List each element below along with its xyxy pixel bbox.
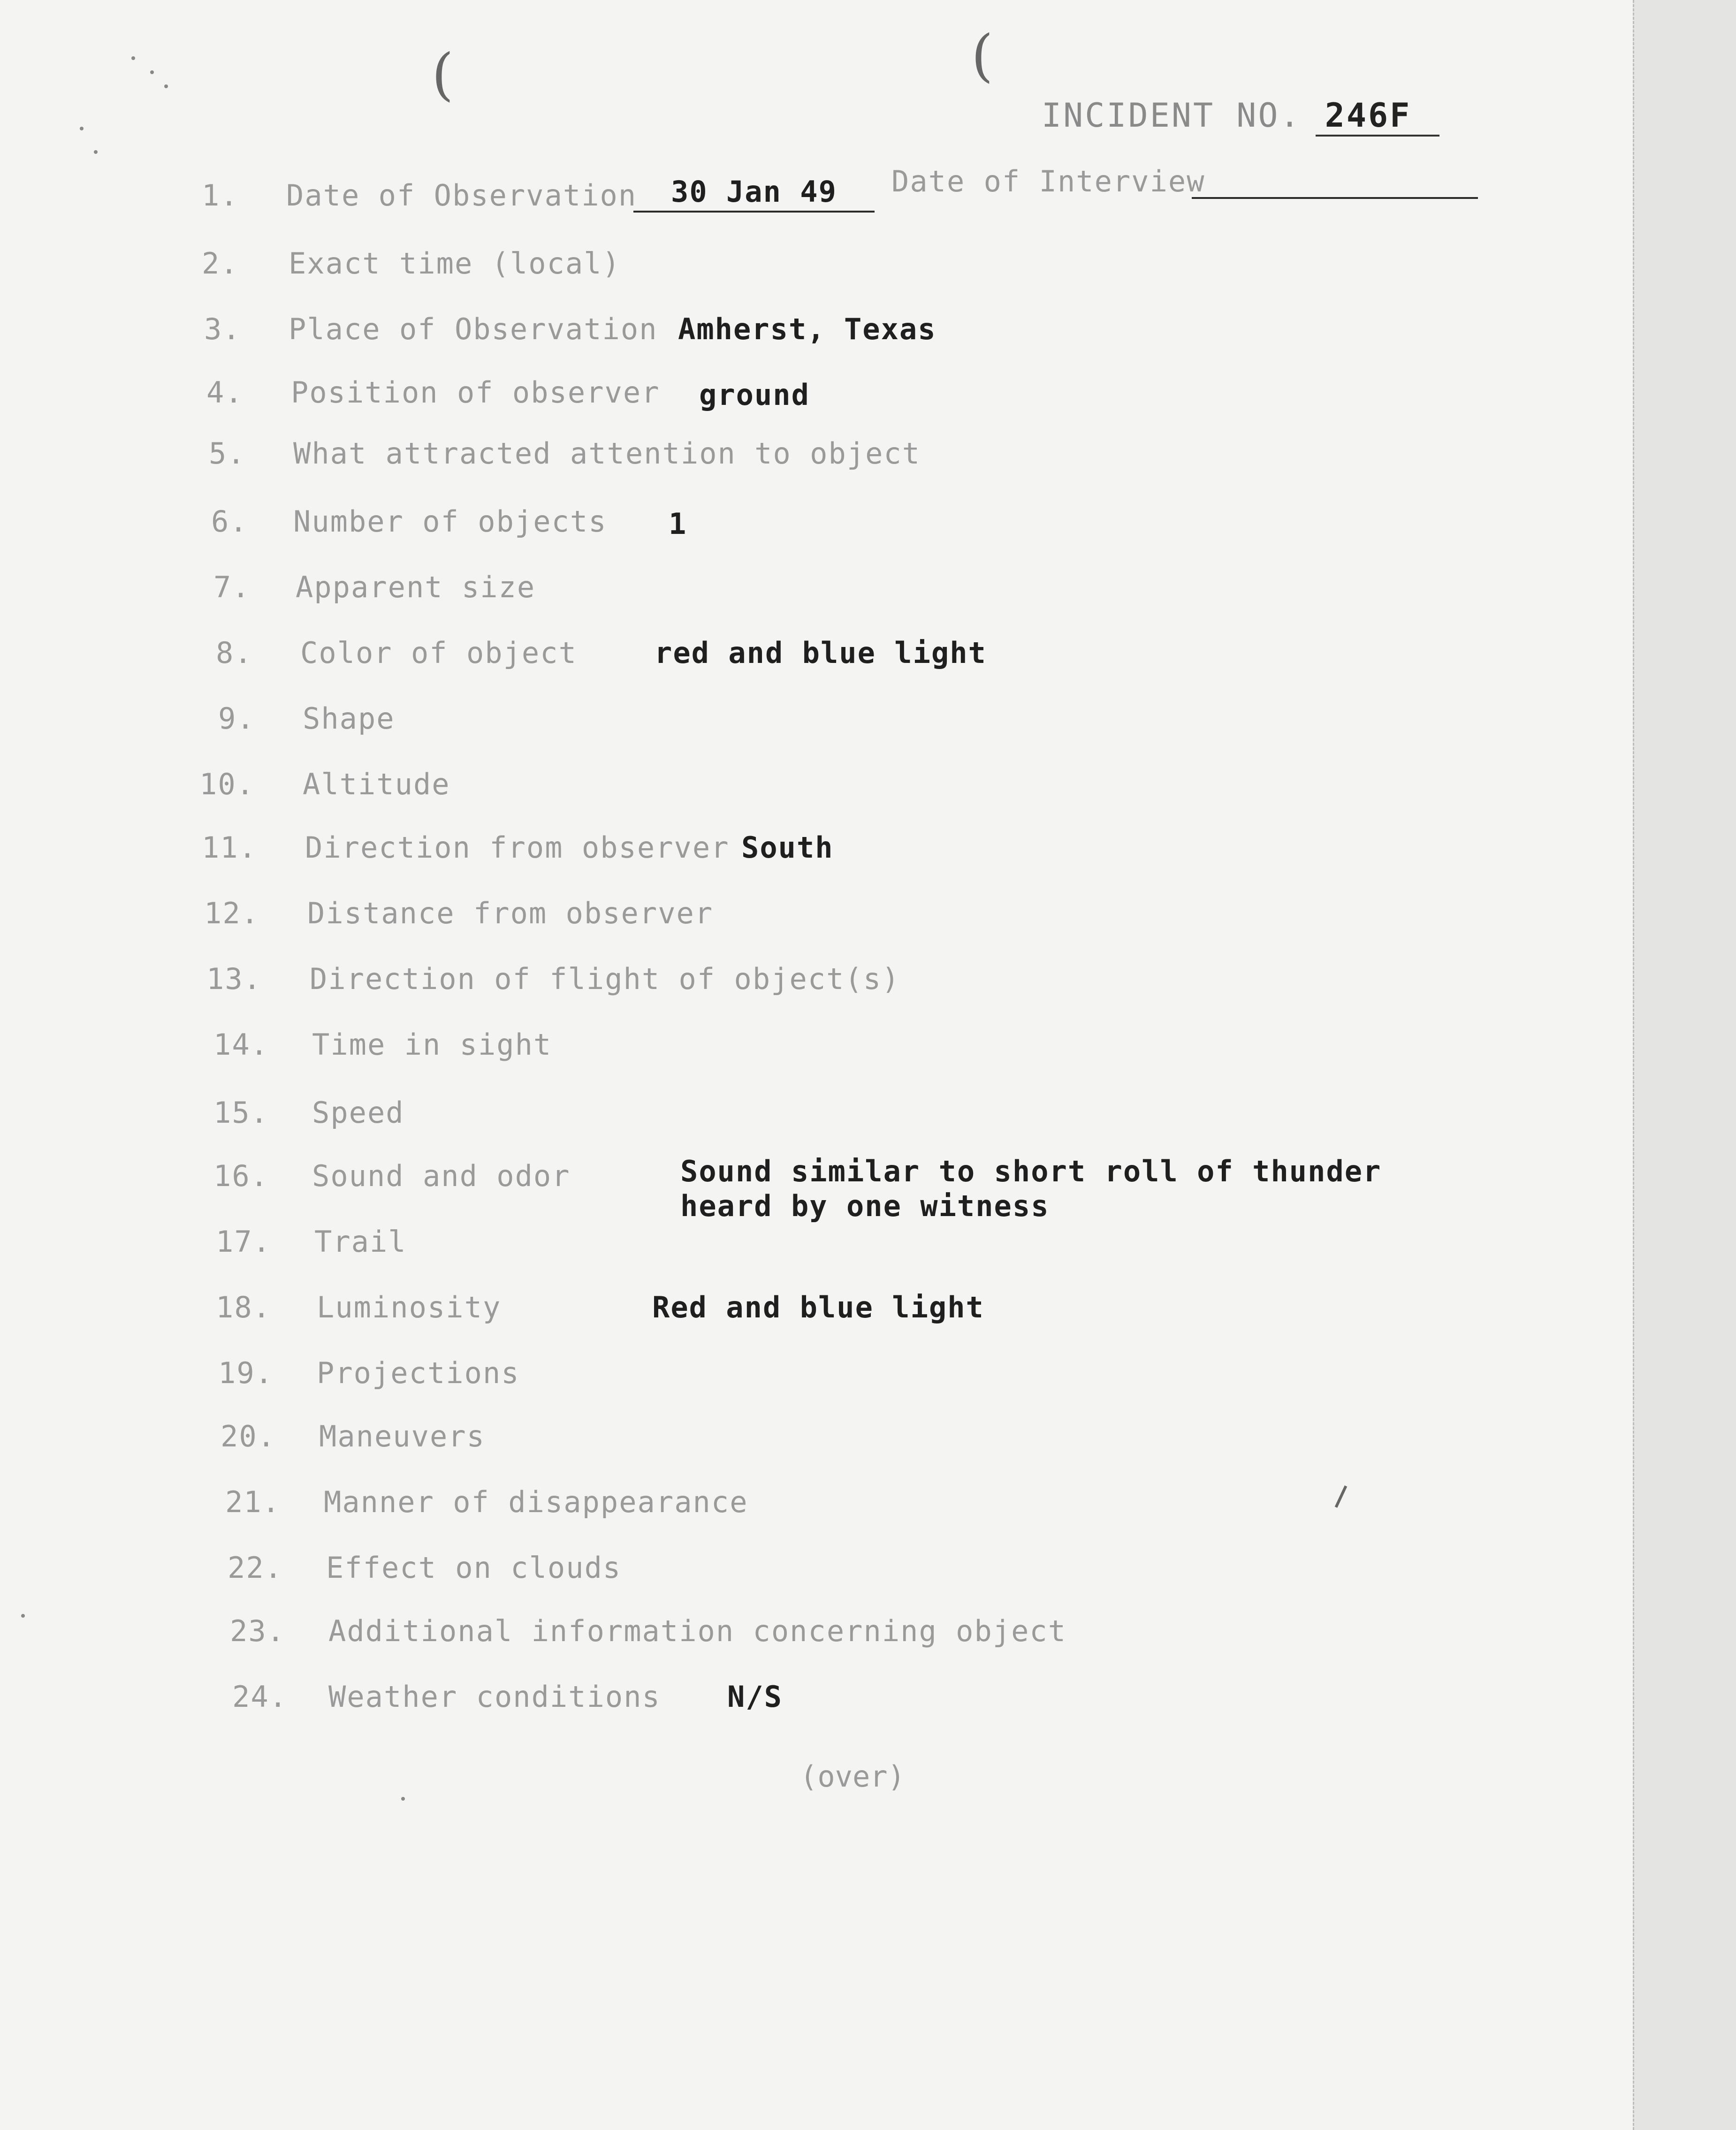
item-label: Color of object xyxy=(300,636,577,670)
item-label: Place of Observation xyxy=(289,312,658,346)
item-label: Projections xyxy=(317,1356,520,1390)
scan-speck xyxy=(164,84,168,88)
item-number: 17. xyxy=(216,1225,271,1259)
item-value: Red and blue light xyxy=(652,1290,984,1324)
item-value: 30 Jan 49 xyxy=(633,175,875,213)
item-number: 1. xyxy=(202,178,239,213)
item-label: Sound and odor xyxy=(312,1159,571,1193)
item-number: 4. xyxy=(206,375,244,410)
item-label: Maneuvers xyxy=(319,1419,485,1453)
item-value: N/S xyxy=(727,1680,783,1714)
item-label: Direction of flight of object(s) xyxy=(310,962,900,996)
item-value: ground xyxy=(699,378,810,412)
item-number: 15. xyxy=(213,1095,269,1130)
item-label: Shape xyxy=(303,701,395,736)
item-label: Distance from observer xyxy=(307,896,714,930)
item-number: 14. xyxy=(213,1027,269,1062)
scan-speck xyxy=(401,1797,405,1801)
scan-speck xyxy=(150,70,154,74)
item-number: 21. xyxy=(225,1485,281,1519)
item-label: Number of objects xyxy=(293,504,607,539)
incident-number-header xyxy=(1042,96,1439,135)
item-number: 19. xyxy=(218,1356,274,1390)
item-label: Luminosity xyxy=(317,1290,502,1324)
scan-edge xyxy=(1633,0,1736,2130)
over-note: (over) xyxy=(800,1759,905,1794)
item-label-secondary: Date of Interview xyxy=(891,164,1205,198)
item-value: red and blue light xyxy=(655,636,987,670)
item-label: What attracted attention to object xyxy=(293,436,921,471)
item-label: Altitude xyxy=(303,767,450,801)
scan-speck xyxy=(94,150,98,154)
item-number: 16. xyxy=(213,1159,269,1193)
item-value: 1 xyxy=(669,507,687,541)
item-number: 8. xyxy=(216,636,253,670)
item-label: Speed xyxy=(312,1095,404,1130)
item-number: 13. xyxy=(206,962,262,996)
item-number: 23. xyxy=(230,1614,285,1648)
item-number: 9. xyxy=(218,701,255,736)
item-value: Amherst, Texas xyxy=(678,312,937,346)
item-label: Effect on clouds xyxy=(326,1551,622,1585)
item-number: 5. xyxy=(209,436,246,471)
item-label: Time in sight xyxy=(312,1027,552,1062)
item-number: 11. xyxy=(202,830,257,865)
punch-mark-right: ( xyxy=(971,23,993,89)
item-label: Additional information concerning object xyxy=(328,1614,1067,1648)
incident-number: 246F xyxy=(1316,96,1440,137)
item-label: Date of Observation xyxy=(286,178,637,213)
item-label: Direction from observer xyxy=(305,830,730,865)
item-label: Weather conditions xyxy=(328,1680,661,1714)
item-number: 24. xyxy=(232,1680,288,1714)
item-number: 18. xyxy=(216,1290,271,1324)
scan-speck xyxy=(80,127,84,130)
scan-speck xyxy=(21,1614,25,1618)
interview-date-line xyxy=(1192,197,1478,199)
item-label: Manner of disappearance xyxy=(324,1485,748,1519)
item-label: Apparent size xyxy=(296,570,536,604)
punch-mark-left: ( xyxy=(432,42,454,107)
item-number: 22. xyxy=(228,1551,283,1585)
item-value: South xyxy=(741,830,834,865)
item-number: 6. xyxy=(211,504,248,539)
item-number: 10. xyxy=(199,767,255,801)
item-label: Trail xyxy=(314,1225,407,1259)
item-value: Sound similar to short roll of thunder heard by one witness xyxy=(680,1154,1382,1223)
scan-speck xyxy=(131,56,135,60)
incident-label: INCIDENT NO. xyxy=(1042,96,1302,135)
item-label: Exact time (local) xyxy=(289,246,621,281)
pen-tick-mark xyxy=(1335,1485,1348,1508)
item-number: 7. xyxy=(213,570,251,604)
item-number: 20. xyxy=(221,1419,276,1453)
item-number: 3. xyxy=(204,312,241,346)
item-number: 2. xyxy=(202,246,239,281)
item-number: 12. xyxy=(204,896,259,930)
item-label: Position of observer xyxy=(291,375,660,410)
